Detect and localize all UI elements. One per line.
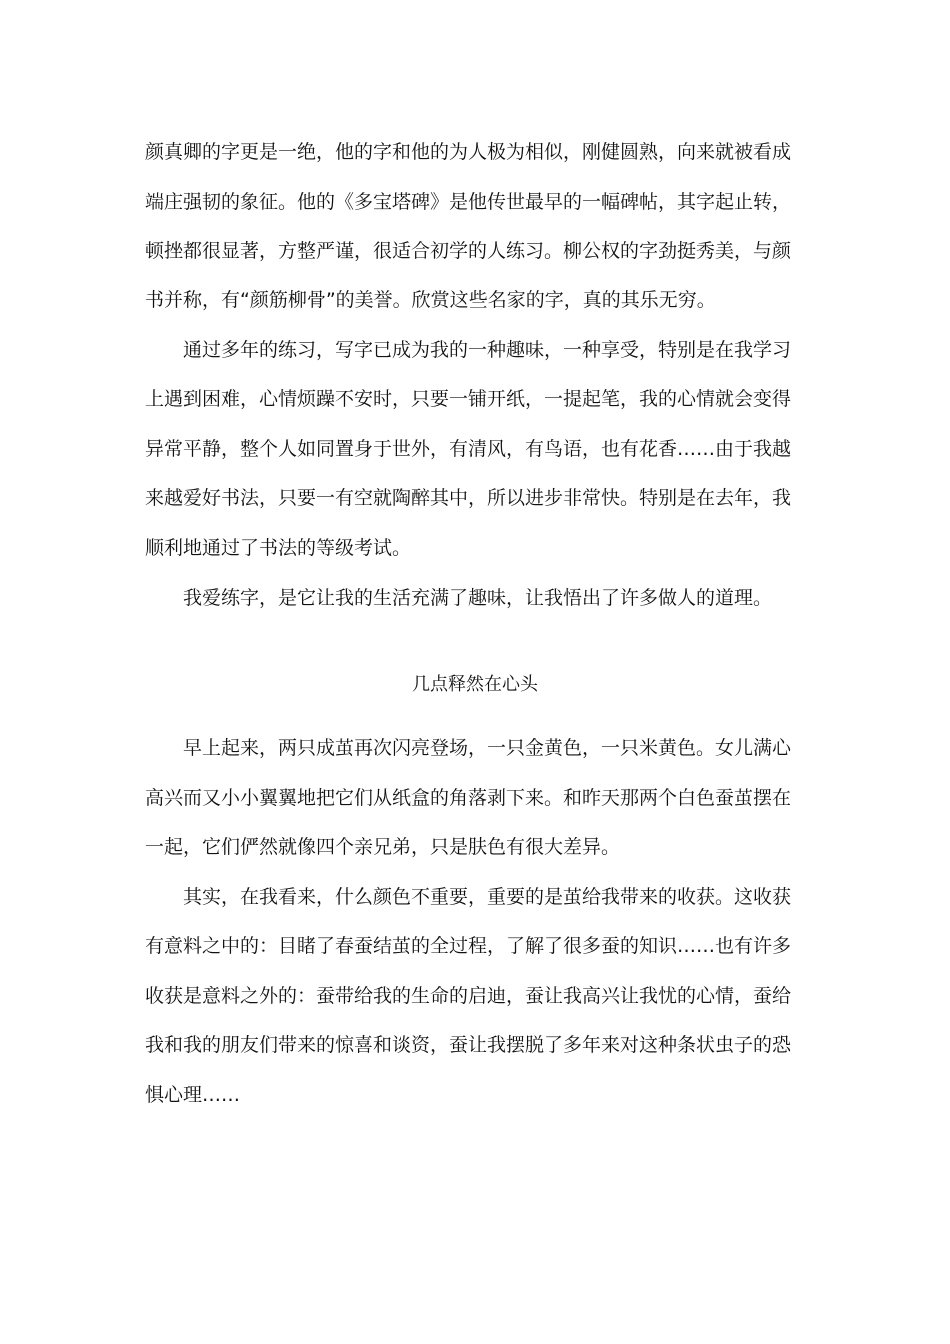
text-line: 高兴而又小小翼翼地把它们从纸盒的角落剥下来。和昨天那两个白色蚕茧摆在: [145, 787, 792, 809]
text-line: 我和我的朋友们带来的惊喜和谈资，蚕让我摆脱了多年来对这种条状虫子的恐: [145, 1034, 792, 1056]
text-line: 颜真卿的字更是一绝，他的字和他的为人极为相似，刚健圆熟，向来就被看成: [145, 141, 792, 163]
text-line: 异常平静，整个人如同置身于世外，有清风，有鸟语，也有花香……由于我越: [145, 438, 792, 460]
text-line: 顿挫都很显著，方整严谨，很适合初学的人练习。柳公权的字劲挺秀美，与颜: [145, 240, 792, 262]
paragraph-first-line: 通过多年的练习，写字已成为我的一种趣味，一种享受，特别是在我学习: [183, 339, 792, 361]
text-line: 收获是意料之外的：蚕带给我的生命的启迪，蚕让我高兴让我忧的心情，蚕给: [145, 985, 792, 1007]
paragraph-first-line: 其实，在我看来，什么颜色不重要，重要的是茧给我带来的收获。这收获: [183, 886, 792, 908]
text-line: 上遇到困难，心情烦躁不安时，只要一铺开纸，一提起笔，我的心情就会变得: [145, 388, 792, 410]
text-line: 惧心理……: [145, 1084, 241, 1106]
paragraph-first-line: 早上起来，两只成茧再次闪亮登场，一只金黄色，一只米黄色。女儿满心: [183, 737, 792, 759]
text-line: 顺利地通过了书法的等级考试。: [145, 537, 412, 559]
text-line: 来越爱好书法，只要一有空就陶醉其中，所以进步非常快。特别是在去年，我: [145, 487, 792, 509]
text-line: 端庄强韧的象征。他的《多宝塔碑》是他传世最早的一幅碑帖，其字起止转，: [145, 191, 792, 213]
text-line: 书并称，有“颜筋柳骨”的美誉。欣赏这些名家的字，真的其乐无穷。: [145, 289, 716, 311]
paragraph-first-line: 我爱练字，是它让我的生活充满了趣味，让我悟出了许多做人的道理。: [183, 587, 773, 609]
text-line: 有意料之中的：目睹了春蚕结茧的全过程，了解了很多蚕的知识……也有许多: [145, 935, 792, 957]
article-title: 几点释然在心头: [412, 674, 538, 695]
text-line: 一起，它们俨然就像四个亲兄弟，只是肤色有很大差异。: [145, 836, 621, 858]
